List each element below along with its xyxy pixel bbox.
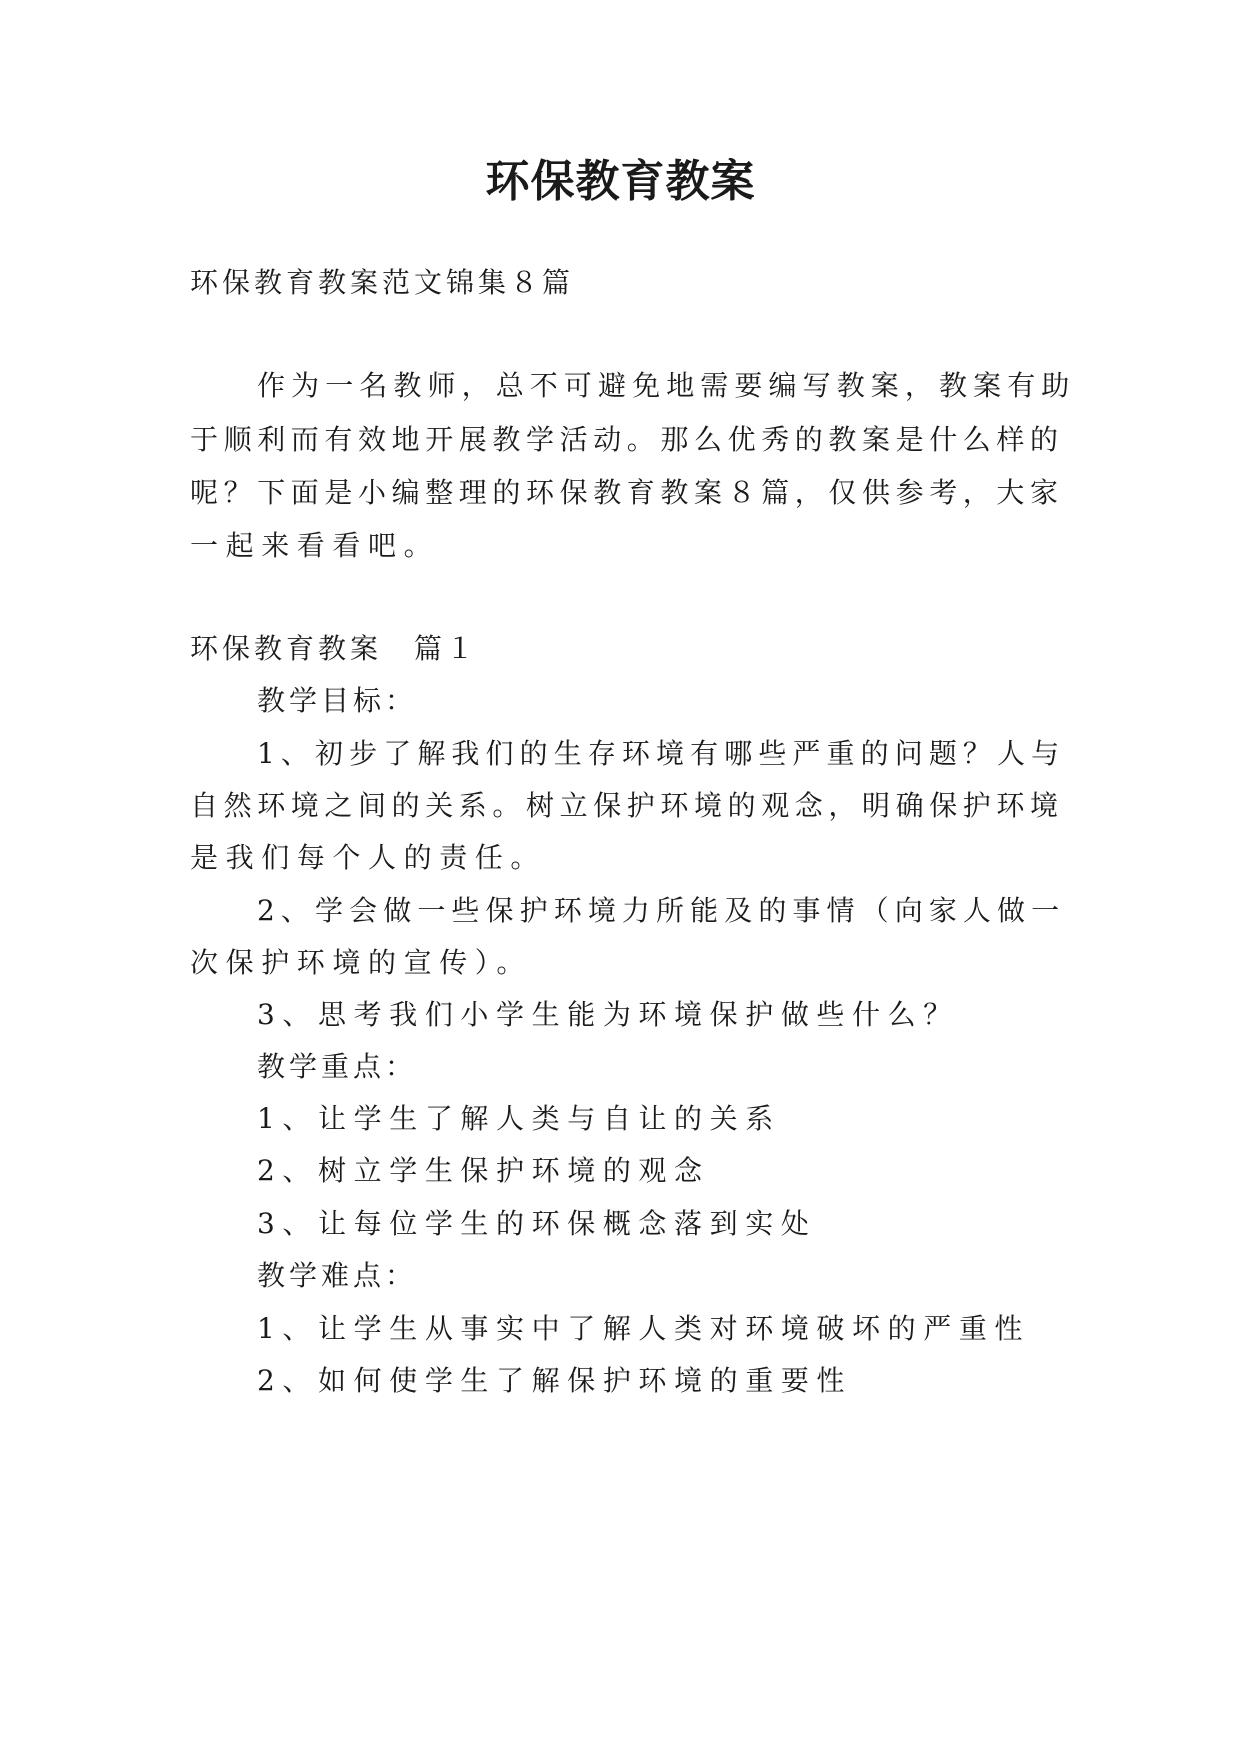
goals-label: 教学目标： — [257, 684, 418, 717]
difficulty-label: 教学难点： — [257, 1259, 418, 1292]
document-subtitle: 环保教育教案范文锦集８篇 — [190, 266, 575, 299]
key-point-item: 2、树立学生保护环境的观念 — [257, 1154, 710, 1187]
goal-line: 自然环境之间的关系。树立保护环境的观念，明确保护环境 — [190, 789, 1064, 822]
difficulty-item: 1、让学生从事实中了解人类对环境破坏的严重性 — [257, 1312, 1031, 1345]
key-point-item: 1、让学生了解人类与自让的关系 — [257, 1102, 781, 1135]
intro-line: 作为一名教师，总不可避免地需要编写教案，教案有助 — [257, 369, 1076, 402]
key-points-label: 教学重点： — [257, 1050, 418, 1083]
goal-line: 2、学会做一些保护环境力所能及的事情（向家人做一 — [257, 894, 1066, 927]
difficulty-item: 2、如何使学生了解保护环境的重要性 — [257, 1364, 853, 1397]
section-heading: 环保教育教案 篇１ — [190, 632, 479, 665]
intro-line: 呢？下面是小编整理的环保教育教案８篇，仅供参考，大家 — [190, 476, 1064, 509]
intro-line: 一起来看看吧。 — [190, 529, 440, 562]
intro-line: 于顺利而有效地开展教学活动。那么优秀的教案是什么样的 — [190, 423, 1064, 456]
goal-line: 是我们每个人的责任。 — [190, 841, 547, 874]
goal-line: 次保护环境的宣传）。 — [190, 946, 533, 979]
goal-line: 3、思考我们小学生能为环境保护做些什么？ — [257, 998, 959, 1031]
document-title: 环保教育教案 — [485, 156, 756, 207]
key-point-item: 3、让每位学生的环保概念落到实处 — [257, 1207, 817, 1240]
goal-line: 1、初步了解我们的生存环境有哪些严重的问题？人与 — [257, 737, 1066, 770]
